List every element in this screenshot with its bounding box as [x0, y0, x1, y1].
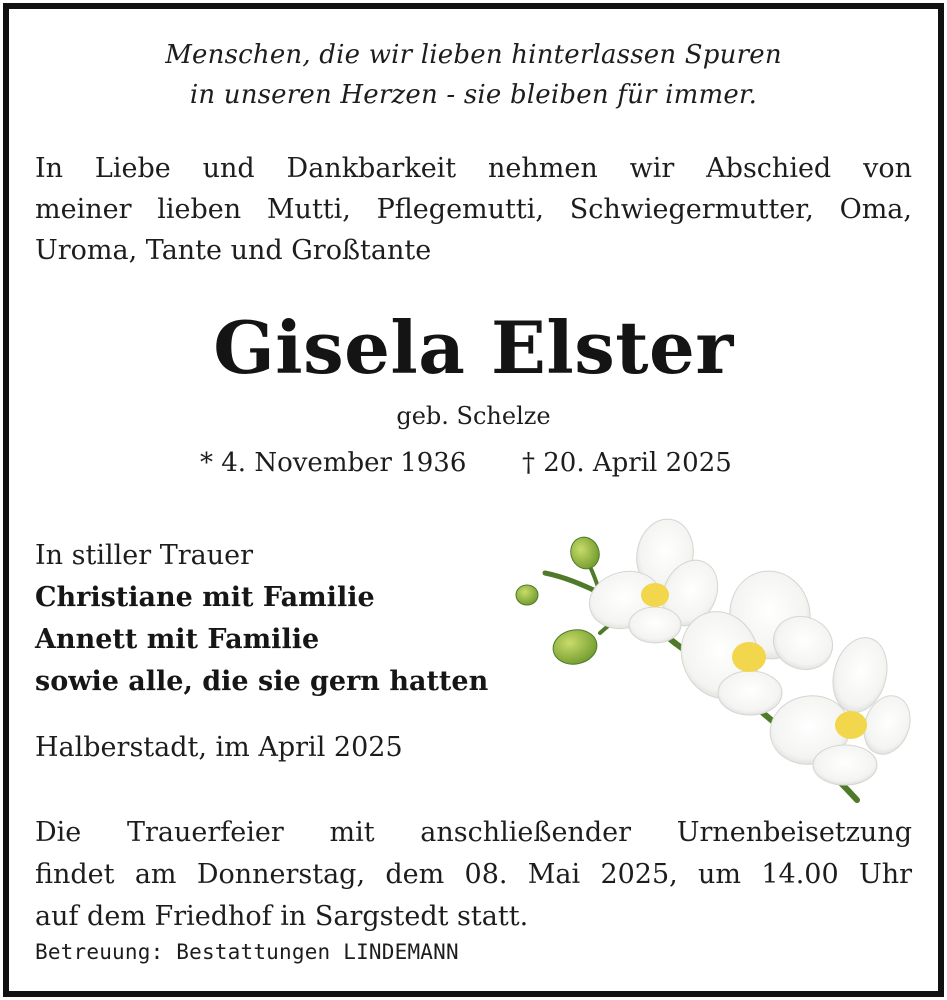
ceremony-line-2: findet am Donnerstag, dem 08. Mai 2025, um 14.00 Uhr — [35, 859, 912, 890]
mourners-intro: In stiller Trauer — [35, 540, 254, 571]
birth-date: * 4. November 1936 — [200, 448, 467, 478]
ceremony-text — [35, 812, 912, 938]
death-date: † 20. April 2025 — [522, 448, 732, 478]
motto-line-2: in unseren Herzen - sie bleiben für immer. — [189, 80, 758, 110]
intro-line-2: meiner lieben Mutti, Pflegemutti, Schwiegermutter, Oma, — [35, 194, 912, 225]
deceased-name: Gisela Elster — [213, 305, 734, 390]
mourners-block — [35, 535, 488, 703]
mourner-name: Annett mit Familie — [35, 624, 320, 655]
ceremony-line-3: auf dem Friedhof in Sargstedt statt. — [35, 901, 529, 932]
ceremony-line-1: Die Trauerfeier mit anschließender Urnenbeisetzung — [35, 817, 912, 848]
mourner-name: sowie alle, die sie gern hatten — [35, 666, 489, 697]
birth-name: geb. Schelze — [396, 402, 551, 430]
motto-line-1: Menschen, die wir lieben hinterlassen Spuren — [165, 40, 782, 70]
undertaker-note: Betreuung: Bestattungen LINDEMANN — [35, 940, 459, 964]
mourner-name: Christiane mit Familie — [35, 582, 375, 613]
orchid-icon — [505, 515, 925, 810]
intro-text — [35, 148, 912, 271]
intro-line-3: Uroma, Tante und Großtante — [35, 235, 432, 266]
intro-line-1: In Liebe und Dankbarkeit nehmen wir Abschied von — [35, 153, 912, 184]
place-date: Halberstadt, im April 2025 — [35, 732, 403, 763]
